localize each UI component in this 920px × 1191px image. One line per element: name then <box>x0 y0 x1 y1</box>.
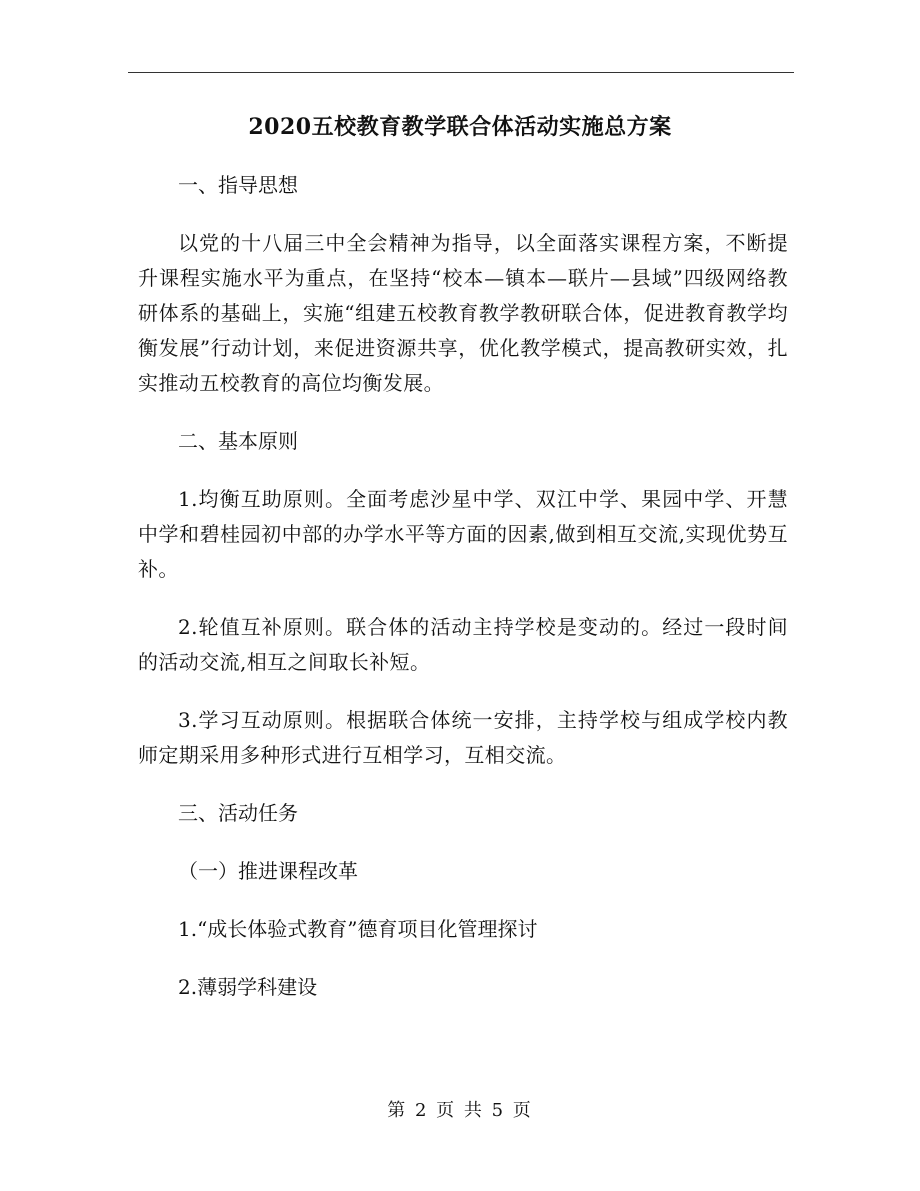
paragraph-principle-2: 2.轮值互补原则。联合体的活动主持学校是变动的。经过一段时间的活动交流,相互之间取长补短。 <box>138 615 788 674</box>
subheading-curriculum-reform: （一）推进课程改革 <box>178 859 358 883</box>
section-heading-guiding-ideology: 一、指导思想 <box>178 173 298 197</box>
paragraph-principle-3: 3.学习互动原则。根据联合体统一安排，主持学校与组成学校内教师定期采用多种形式进行互相学习，互相交流。 <box>138 708 788 767</box>
section-heading-activity-tasks: 三、活动任务 <box>178 801 298 825</box>
header-rule <box>128 72 794 73</box>
document-body <box>138 168 788 1028</box>
paragraph-principle-1: 1.均衡互助原则。全面考虑沙星中学、双江中学、果园中学、开慧中学和碧桂园初中部的办学水平等方面的因素,做到相互交流,实现优势互补。 <box>138 487 788 581</box>
list-item-weak-subjects: 2.薄弱学科建设 <box>178 975 318 999</box>
section-heading-basic-principles: 二、基本原则 <box>178 429 298 453</box>
list-item-moral-education: 1.“成长体验式教育”德育项目化管理探讨 <box>178 917 538 941</box>
page-number-footer: 第 2 页 共 5 页 <box>387 1100 533 1121</box>
paragraph-guiding-ideology: 以党的十八届三中全会精神为指导，以全面落实课程方案，不断提升课程实施水平为重点，在坚持“校本—镇本—联片—县域”四级网络教研体系的基础上，实施“组建五校教育教学教研联合体，促进教育教学均衡发展”行动计划，来促进资源共享，优化教学模式，提高教研实效，扎实推动五校教育的高位均衡发展。 <box>138 231 788 395</box>
document-title: 2020五校教育教学联合体活动实施总方案 <box>248 114 672 140</box>
